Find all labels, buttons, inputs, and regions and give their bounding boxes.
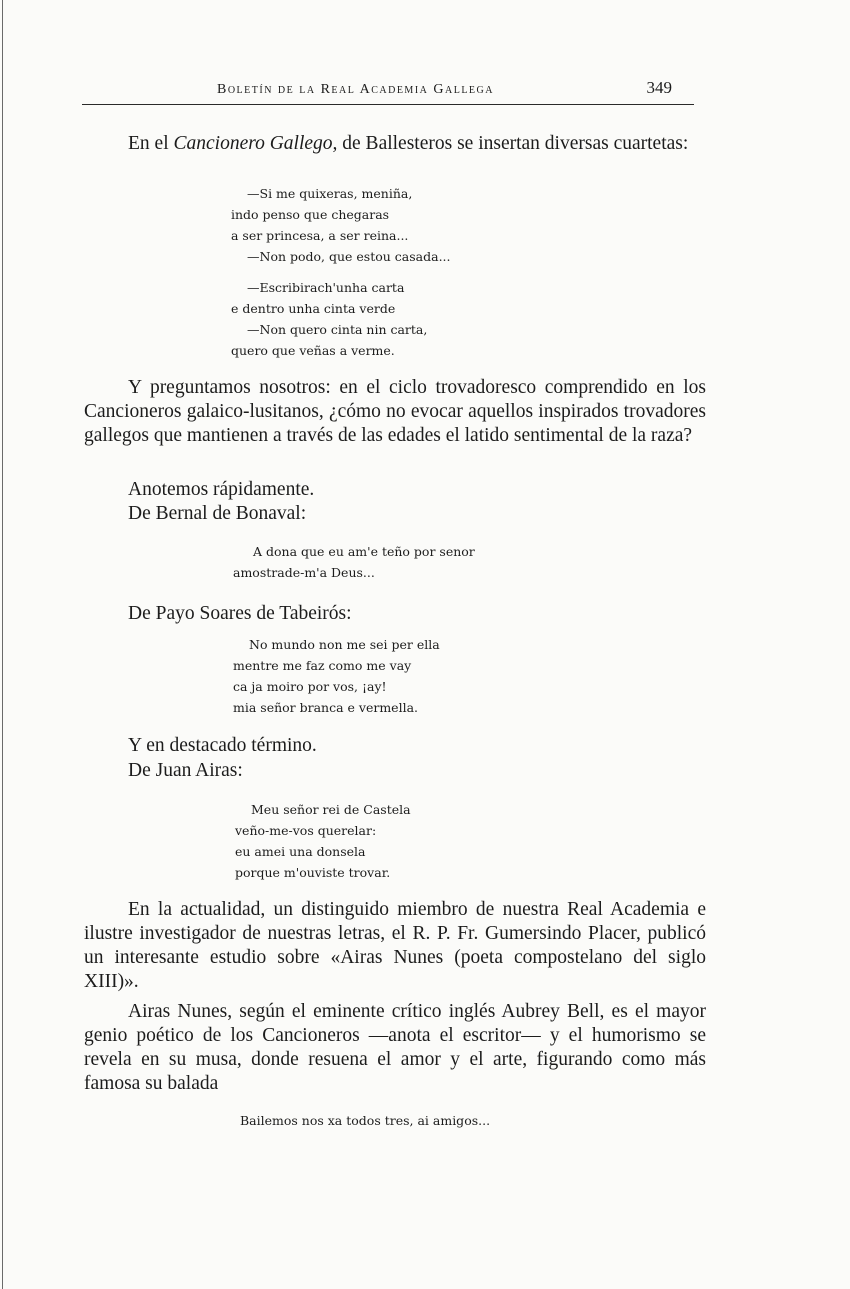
verse-line: veño-me-vos querelar: bbox=[235, 823, 377, 838]
verse-line: porque m'ouviste trovar. bbox=[235, 865, 391, 880]
verse-line: —Si me quixeras, meniña, bbox=[247, 186, 413, 201]
work-title: Cancionero Gallego, bbox=[173, 133, 338, 154]
verse-line: a ser princesa, a ser reina... bbox=[231, 228, 409, 243]
intro-paragraph bbox=[84, 132, 706, 156]
verse-line: ca ja moiro por vos, ¡ay! bbox=[233, 679, 387, 694]
destacado-line: Y en destacado término. bbox=[128, 735, 317, 756]
verse-line: No mundo non me sei per ella bbox=[249, 637, 440, 652]
actualidad-paragraph: En la actualidad, un distinguido miembro de nuestra Real Academia e ilustre investigador de nuestras letras, el R. P. Fr. Gumersindo Placer, publicó un interesante estudio sobre «Airas Nunes (poeta compostelano del siglo XIII)». bbox=[84, 899, 706, 992]
verse-line: —Escribirach'unha carta bbox=[247, 280, 405, 295]
page-number: 349 bbox=[646, 78, 672, 97]
closing-verse: Bailemos nos xa todos tres, ai amigos... bbox=[240, 1113, 491, 1128]
airas-paragraph: Airas Nunes, según el eminente crítico inglés Aubrey Bell, es el mayor genio poético de los Cancioneros —anota el escritor— y el humorismo se revela en su musa, donde resuena el amor y el arte, figurando como más famosa su balada bbox=[84, 1001, 706, 1094]
verse-line: mia señor branca e vermella. bbox=[233, 700, 418, 715]
verse-line: quero que veñas a verme. bbox=[231, 343, 395, 358]
verse-payo bbox=[233, 634, 440, 718]
question-paragraph: Y preguntamos nosotros: en el ciclo trovadoresco comprendido en los Cancioneros galaico-lusitanos, ¿cómo no evocar aquellos inspirados trovadores gallegos que mantienen a través de las edades el latido sentimental de la raza? bbox=[84, 377, 706, 446]
page-edge-line bbox=[2, 0, 3, 1289]
verse-line: —Non podo, que estou casada... bbox=[247, 249, 451, 264]
verse-line: amostrade-m'a Deus... bbox=[233, 565, 375, 580]
anotemos-line: Anotemos rápidamente. bbox=[128, 479, 315, 500]
verse-airas bbox=[235, 799, 411, 883]
journal-title: Boletín de la Real Academia Gallega bbox=[217, 82, 494, 97]
verse-line: A dona que eu am'e teño por senor bbox=[253, 544, 475, 559]
verse-line: indo penso que chegaras bbox=[231, 207, 390, 222]
running-header bbox=[82, 78, 694, 105]
verse-line: —Non quero cinta nin carta, bbox=[247, 322, 428, 337]
verse-line: Meu señor rei de Castela bbox=[251, 802, 411, 817]
payo-heading: De Payo Soares de Tabeirós: bbox=[128, 603, 352, 624]
intro-text-before: En el bbox=[128, 133, 174, 154]
bonaval-heading: De Bernal de Bonaval: bbox=[128, 503, 307, 524]
airas-heading: De Juan Airas: bbox=[128, 760, 243, 781]
verse-bonaval bbox=[233, 541, 475, 583]
verse-line: eu amei una donsela bbox=[235, 844, 366, 859]
verse-line: e dentro unha cinta verde bbox=[231, 301, 396, 316]
verse-block-2 bbox=[231, 277, 427, 361]
verse-block-1 bbox=[231, 183, 451, 267]
verse-line: mentre me faz como me vay bbox=[233, 658, 412, 673]
intro-text-after: de Ballesteros se insertan diversas cuartetas: bbox=[337, 133, 689, 154]
